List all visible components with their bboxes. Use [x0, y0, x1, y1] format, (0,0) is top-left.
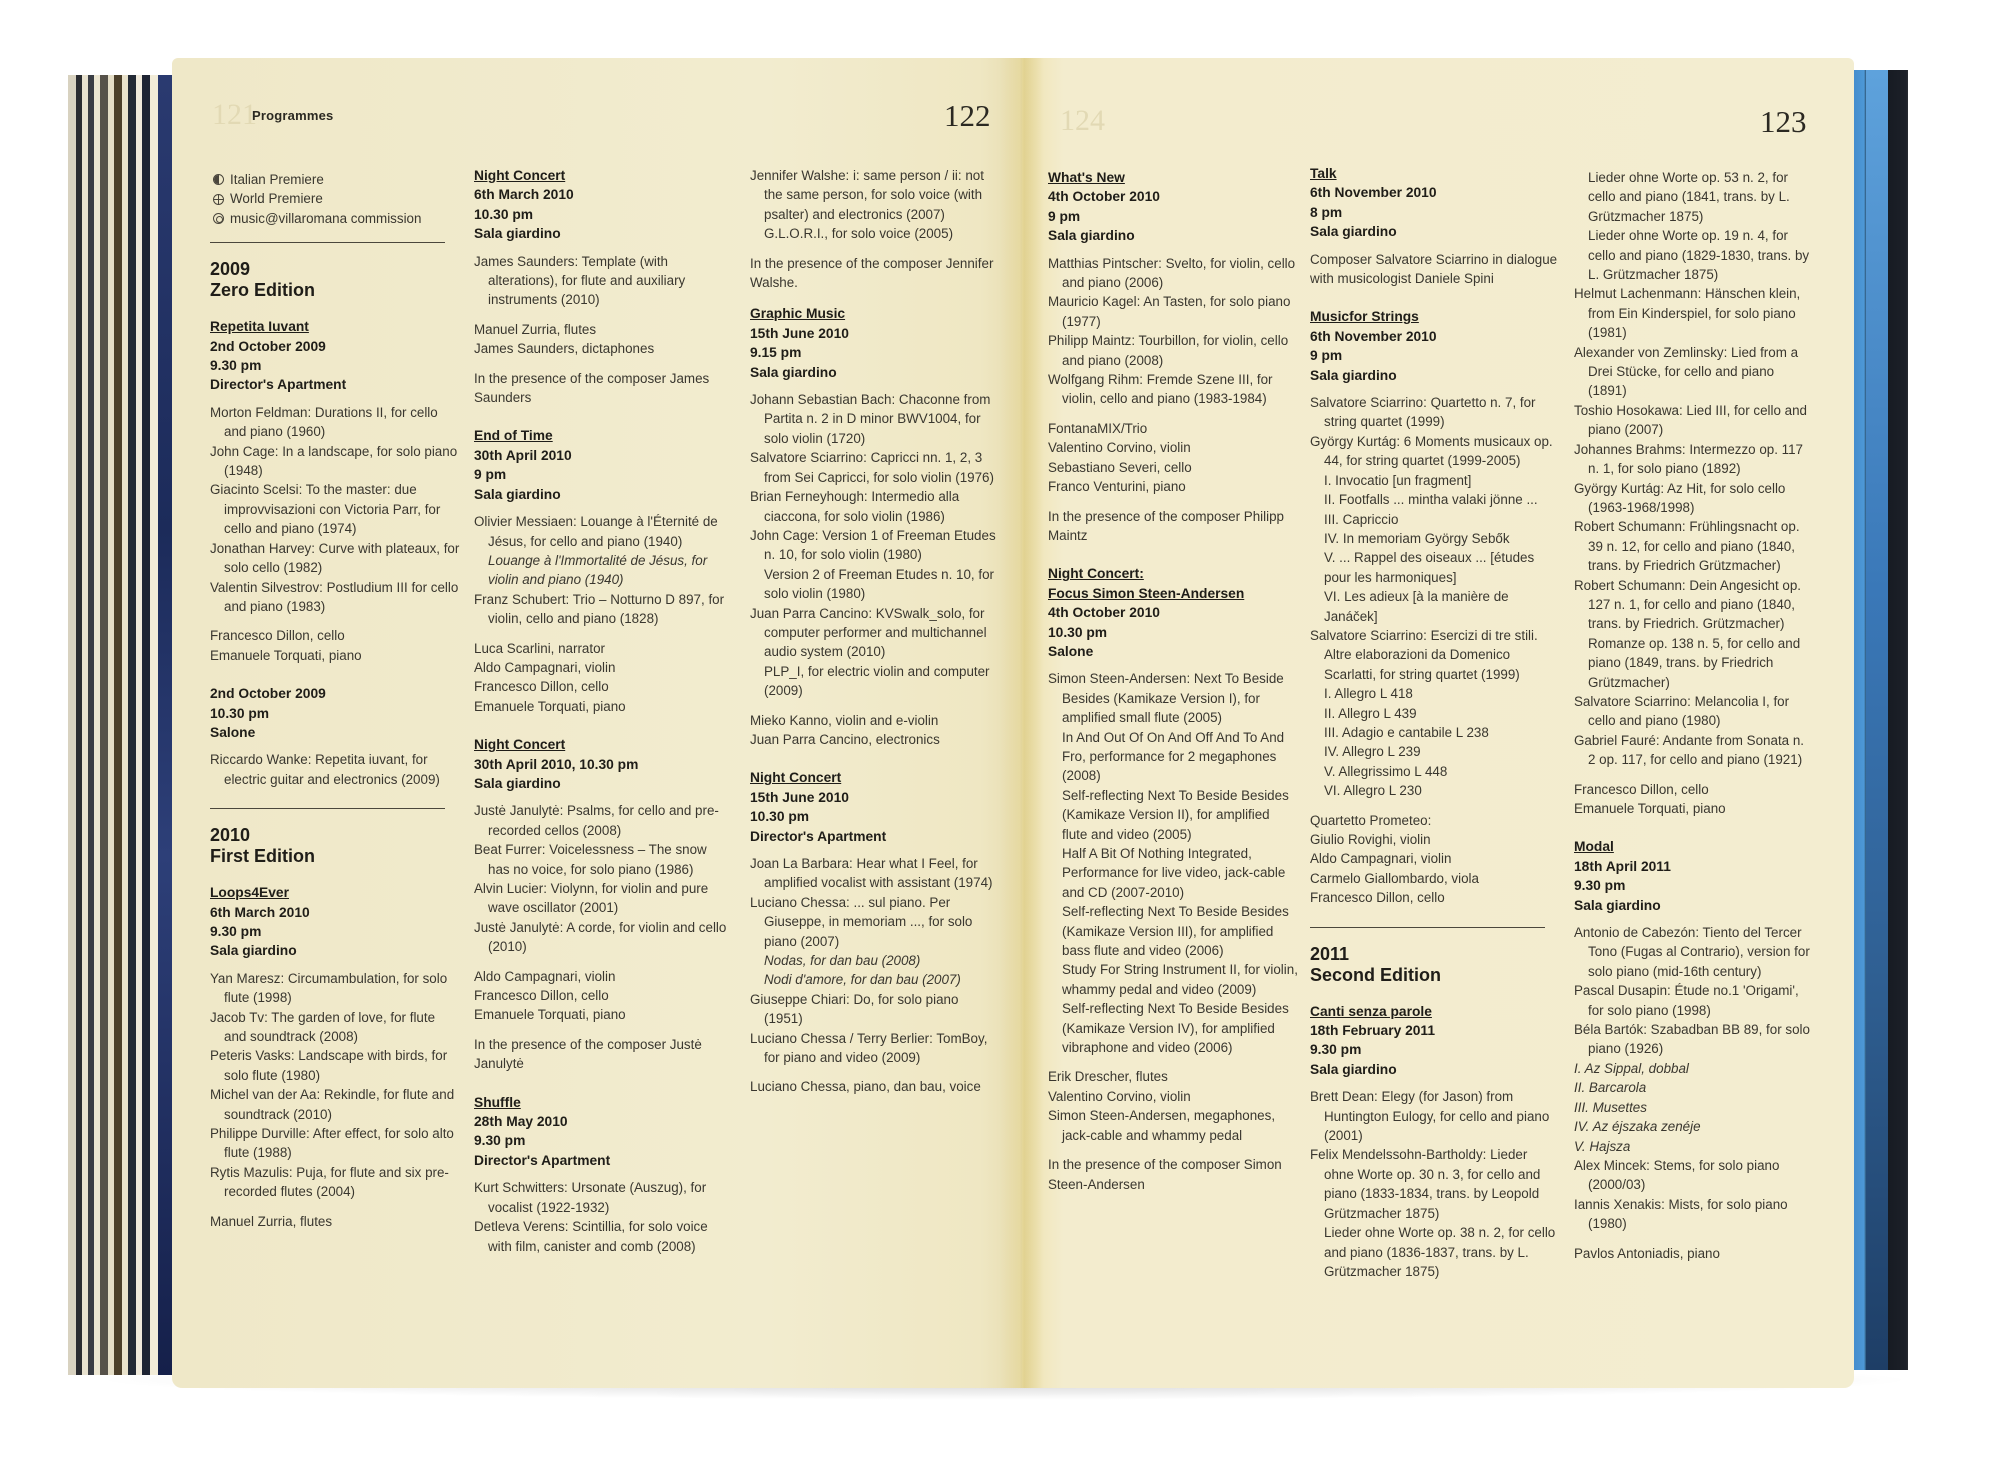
performer: Aldo Campagnari, violin — [1310, 851, 1452, 867]
legend-label: World Premiere — [230, 191, 323, 207]
work: Brett Dean: Elegy (for Jason) from Huntington Eulogy, for cello and piano (2001) — [1310, 1089, 1550, 1144]
event-title: Night Concert: — [1048, 566, 1144, 582]
event-continued — [750, 166, 998, 292]
performer: Simon Steen-Andersen, megaphones, jack-cable and whammy pedal — [1048, 1108, 1276, 1143]
work: James Saunders: Template (with alterations), for flute and auxiliary instruments (2010) — [474, 253, 686, 308]
event — [750, 304, 998, 749]
event — [474, 426, 729, 716]
work: Johannes Brahms: Intermezzo op. 117 n. 1, for solo piano (1892) — [1574, 441, 1804, 477]
performer: Carmelo Giallombardo, viola — [1310, 870, 1479, 886]
performer: Giulio Rovighi, violin — [1310, 832, 1431, 847]
work: Self-reflecting Next To Beside Besides (Kamikaze Version III), for amplified bass flute and video (2006) — [1062, 904, 1289, 959]
event-venue: Director's Apartment — [750, 828, 887, 844]
event-continued — [1574, 168, 1814, 818]
performer: Erik Drescher, flutes — [1048, 1069, 1168, 1085]
event-time: 9.30 pm — [210, 923, 262, 939]
work: Beat Furrer: Voicelessness – The snow has no voice, for solo piano (1986) — [474, 842, 707, 877]
edition-name: Zero Edition — [210, 280, 315, 301]
event-date: 6th November 2010 — [1310, 185, 1437, 201]
work: Justė Janulytė: A corde, for violin and cello (2010) — [474, 919, 727, 955]
work: PLP_I, for electric violin and computer (2009) — [764, 663, 990, 699]
event-date: 4th October 2010 — [1048, 605, 1160, 621]
work: Romanze op. 138 n. 5, for cello and piano (1849, trans. by Friedrich Grützmacher) — [1588, 635, 1801, 690]
legend-label: music@villaromana commission — [230, 210, 422, 226]
event — [1048, 168, 1298, 545]
work: Salvatore Sciarrino: Esercizi di tre stili. Altre elaborazioni da Domenico Scarlatti, for string quartet (1999) — [1310, 627, 1538, 682]
half-circle-icon — [213, 174, 224, 185]
work: Philipp Maintz: Tourbillon, for violin, cello and piano (2008) — [1048, 333, 1289, 368]
talk-description: Composer Salvatore Sciarrino in dialogue with musicologist Daniele Spini — [1310, 251, 1558, 287]
event-venue: Director's Apartment — [474, 1152, 611, 1168]
movement: II. Barcarola — [1574, 1080, 1647, 1096]
composer-presence: In the presence of the composer Simon Steen-Andersen — [1048, 1157, 1282, 1192]
left-page — [172, 58, 1022, 1388]
performer: Francesco Dillon, cello — [1574, 781, 1709, 797]
composer-presence: In the presence of the composer Justė Janulytė — [474, 1036, 702, 1072]
event-title: Shuffle — [474, 1094, 521, 1110]
performer: Emanuele Torquati, piano — [474, 698, 626, 714]
performer: FontanaMIX/Trio — [1048, 420, 1148, 436]
work: Salvatore Sciarrino: Quartetto n. 7, for string quartet (1999) — [1310, 395, 1536, 430]
event-venue: Sala giardino — [474, 775, 561, 791]
event — [210, 883, 460, 1231]
work: Pascal Dusapin: Étude no.1 'Origami', for solo piano (1998) — [1574, 983, 1799, 1018]
work: Antonio de Cabezón: Tiento del Tercer Tono (Fugas al Contrario), version for solo piano (mid-16th century) — [1574, 925, 1810, 979]
work: Béla Bartók: Szabadban BB 89, for solo piano (1926) — [1574, 1022, 1810, 1057]
performer: Juan Parra Cancino, electronics — [750, 731, 940, 747]
event-venue: Sala giardino — [474, 226, 561, 242]
event-venue: Sala giardino — [474, 486, 561, 502]
composer-presence: In the presence of the composer James Saunders — [474, 370, 710, 406]
movement: III. Musettes — [1574, 1099, 1647, 1115]
work: Alex Mincek: Stems, for solo piano (2000/03) — [1574, 1157, 1780, 1193]
performer: Emanuele Torquati, piano — [210, 647, 362, 663]
work: Study For String Instrument II, for violin, whammy pedal and video (2009) — [1062, 962, 1298, 997]
event — [1310, 164, 1558, 288]
movement: II. Allegro L 439 — [1324, 705, 1417, 721]
work: Riccardo Wanke: Repetita iuvant, for electric guitar and electronics (2009) — [210, 752, 440, 787]
work: Johann Sebastian Bach: Chaconne from Partita n. 2 in D minor BWV1004, for solo violin (1720) — [750, 392, 991, 446]
work: Jonathan Harvey: Curve with plateaux, for solo cello (1982) — [210, 540, 460, 576]
event-title: Night Concert — [474, 168, 566, 183]
event-venue: Sala giardino — [1310, 224, 1397, 240]
event-venue: Sala giardino — [1310, 1061, 1397, 1077]
performer: Emanuele Torquati, piano — [1574, 801, 1726, 816]
work: Valentin Silvestrov: Postludium III for cello and piano (1983) — [210, 579, 459, 614]
event-title: Focus Simon Steen-Andersen — [1048, 585, 1245, 601]
show-through-folio: 121 — [212, 98, 257, 131]
event-venue: Sala giardino — [1574, 897, 1661, 913]
event-time: 9.30 pm — [210, 358, 262, 374]
event-title: What's New — [1048, 170, 1125, 185]
divider — [210, 808, 445, 809]
event-time: 10.30 pm — [474, 206, 534, 222]
legend-item — [210, 170, 460, 189]
event-time: 8 pm — [1310, 204, 1343, 220]
performer: Luca Scarlini, narrator — [474, 640, 605, 656]
movement: IV. In memoriam György Sebők — [1324, 530, 1510, 546]
work: Morton Feldman: Durations II, for cello and piano (1960) — [210, 404, 438, 440]
event-date: 6th March 2010 — [210, 904, 310, 920]
event-date: 28th May 2010 — [474, 1114, 568, 1130]
work: Philippe Durville: After effect, for solo alto flute (1988) — [210, 1126, 454, 1161]
work: Jacob Tv: The garden of love, for flute and soundtrack (2008) — [210, 1009, 436, 1044]
work: Matthias Pintscher: Svelto, for violin, cello and piano (2006) — [1048, 255, 1296, 291]
work: Kurt Schwitters: Ursonate (Auszug), for vocalist (1922-1932) — [474, 1180, 707, 1215]
work: John Cage: Version 1 of Freeman Etudes n. 10, for solo violin (1980) — [750, 527, 996, 563]
performer: Francesco Dillon, cello — [210, 628, 345, 644]
composer-presence: In the presence of the composer Jennifer Walshe. — [750, 255, 994, 291]
event-time: 9.30 pm — [1574, 878, 1626, 894]
event-venue: Salone — [1048, 643, 1094, 659]
edition-year: 2010 — [210, 825, 251, 846]
movement: VI. Les adieux [à la manière de Janáček] — [1324, 589, 1509, 624]
work: Robert Schumann: Frühlingsnacht op. 39 n. 12, for cello and piano (1840, trans. by Friedrich Grützmacher) — [1574, 519, 1800, 574]
work: Yan Maresz: Circumambulation, for solo flute (1998) — [210, 970, 448, 1006]
work: Mauricio Kagel: An Tasten, for solo piano (1977) — [1048, 294, 1291, 329]
event-time: 9 pm — [474, 467, 507, 483]
work: Self-reflecting Next To Beside Besides (Kamikaze Version II), for amplified flute and video (2005) — [1062, 787, 1289, 842]
performer: Aldo Campagnari, violin — [474, 968, 616, 984]
left-column-3 — [750, 166, 998, 1116]
event-time: 9 pm — [1048, 208, 1081, 224]
event — [210, 684, 460, 789]
event-date: 4th October 2010 — [1048, 189, 1160, 205]
legend-item — [210, 209, 460, 228]
right-page — [1022, 58, 1854, 1388]
performer: Luciano Chessa, piano, dan bau, voice — [750, 1079, 981, 1095]
page-number-left: 122 — [944, 98, 991, 133]
work: Half A Bit Of Nothing Integrated, Performance for live video, jack-cable and CD (2007-2010) — [1062, 846, 1286, 900]
work: György Kurtág: Az Hit, for solo cello (1963-1968/1998) — [1574, 480, 1786, 515]
work: Felix Mendelssohn-Bartholdy: Lieder ohne Worte op. 30 n. 3, for cello and piano (1833-1834, trans. by Leopold Grützmacher 1875) — [1310, 1147, 1541, 1221]
work: Robert Schumann: Dein Angesicht op. 127 n. 1, for cello and piano (1840, trans. by Friedrich. Grützmacher) — [1574, 577, 1802, 632]
movement: V. Hajsza — [1574, 1138, 1631, 1154]
event-time: 10.30 pm — [210, 705, 270, 721]
legend-label: Italian Premiere — [230, 172, 324, 187]
edition-year: 2009 — [210, 259, 251, 280]
performer: Pavlos Antoniadis, piano — [1574, 1245, 1720, 1261]
work: Self-reflecting Next To Beside Besides (Kamikaze Version IV), for amplified vibraphone and video (2006) — [1062, 1001, 1289, 1056]
event — [210, 317, 460, 665]
event-date: 2nd October 2009 — [210, 338, 326, 354]
edition-name: Second Edition — [1310, 964, 1442, 985]
composer-presence: In the presence of the composer Philipp Maintz — [1048, 508, 1284, 543]
event-title: Repetita Iuvant — [210, 319, 309, 335]
work: Luciano Chessa / Terry Berlier: TomBoy, for piano and video (2009) — [750, 1030, 988, 1066]
work: György Kurtág: 6 Moments musicaux op. 44, for string quartet (1999-2005) — [1310, 433, 1553, 469]
edition-name: First Edition — [210, 846, 315, 867]
work: Rytis Mazulis: Puja, for flute and six pre-recorded flutes (2004) — [210, 1164, 449, 1200]
movement: III. Capriccio — [1324, 511, 1399, 527]
movement: V. Allegrissimo L 448 — [1324, 763, 1448, 779]
event-time: 9.30 pm — [474, 1133, 526, 1149]
event — [1310, 1002, 1558, 1282]
event-title: Night Concert — [474, 737, 566, 753]
movement: VI. Allegro L 230 — [1324, 783, 1422, 799]
work: Juan Parra Cancino: KVSwalk_solo, for computer performer and multichannel audio system (2010) — [750, 605, 987, 660]
movement: IV. Az éjszaka zenéje — [1574, 1119, 1701, 1135]
event — [750, 768, 998, 1097]
work: Helmut Lachenmann: Hänschen klein, from Ein Kinderspiel, for solo piano (1981) — [1574, 286, 1801, 341]
work: Detleva Verens: Scintillia, for solo voice with film, canister and comb (2008) — [474, 1219, 708, 1254]
work: Wolfgang Rihm: Fremde Szene III, for violin, cello and piano (1983-1984) — [1048, 372, 1273, 407]
performer: Emanuele Torquati, piano — [474, 1007, 626, 1023]
left-column-2 — [474, 166, 729, 1275]
right-column-1 — [1048, 168, 1298, 1213]
work: Peteris Vasks: Landscape with birds, for solo flute (1980) — [210, 1048, 448, 1083]
event-time: 9 pm — [1310, 348, 1343, 364]
work: Iannis Xenakis: Mists, for solo piano (1980) — [1574, 1196, 1788, 1232]
event-title: Musicfor Strings — [1310, 309, 1419, 325]
movement: V. ... Rappel des oiseaux ... [études pour les harmoniques] — [1324, 550, 1535, 585]
performer: Aldo Campagnari, violin — [474, 659, 616, 675]
work: Giacinto Scelsi: To the master: due improvvisazioni con Victoria Parr, for cello and piano (1974) — [210, 482, 441, 537]
work: Nodas, for dan bau (2008) — [764, 953, 921, 969]
event — [1574, 837, 1814, 1263]
event-title: Modal — [1574, 839, 1614, 855]
event-venue: Sala giardino — [1048, 228, 1135, 244]
work: Jennifer Walshe: i: same person / ii: not the same person, for solo voice (with psalter) and electronics (2007) — [750, 168, 984, 222]
event-venue: Sala giardino — [750, 364, 837, 380]
event-date: 30th April 2010 — [474, 447, 572, 463]
work: Luciano Chessa: ... sul piano. Per Giuseppe, in memoriam ..., for solo piano (2007) — [750, 894, 973, 949]
work: In And Out Of On And Off And To And Fro, performance for 2 megaphones (2008) — [1062, 729, 1285, 784]
performer: Manuel Zurria, flutes — [474, 321, 597, 337]
event-venue: Sala giardino — [210, 943, 297, 959]
event-time: 10.30 pm — [750, 809, 810, 825]
performer: Mieko Kanno, violin and e-violin — [750, 712, 939, 728]
page-stack-left — [68, 75, 180, 1375]
performer: Franco Venturini, piano — [1048, 479, 1186, 495]
running-head: Programmes — [252, 108, 334, 123]
event — [474, 735, 729, 1074]
work: Joan La Barbara: Hear what I Feel, for amplified vocalist with assistant (1974) — [750, 856, 993, 891]
event-title: Talk — [1310, 166, 1337, 181]
performer: Francesco Dillon, cello — [474, 988, 609, 1004]
globe-icon — [213, 194, 224, 205]
work: Simon Steen-Andersen: Next To Beside Besides (Kamikaze Version I), for amplified small flute (2005) — [1048, 671, 1284, 726]
movement: I. Allegro L 418 — [1324, 686, 1413, 702]
performer: James Saunders, dictaphones — [474, 341, 655, 357]
work: John Cage: In a landscape, for solo piano (1948) — [210, 443, 458, 479]
work: Brian Ferneyhough: Intermedio alla ciaccona, for solo violin (1986) — [750, 489, 960, 524]
event-date: 6th March 2010 — [474, 187, 574, 203]
performer: Sebastiano Severi, cello — [1048, 459, 1192, 475]
event-title: Night Concert — [750, 770, 842, 786]
work: G.L.O.R.I., for solo voice (2005) — [764, 226, 954, 242]
event-date: 18th February 2011 — [1310, 1023, 1436, 1039]
work: Giuseppe Chiari: Do, for solo piano (1951) — [750, 991, 959, 1027]
performer: Quartetto Prometeo: — [1310, 812, 1432, 828]
work: Alexander von Zemlinsky: Lied from a Drei Stücke, for cello and piano (1891) — [1574, 344, 1799, 399]
work: Lieder ohne Worte op. 53 n. 2, for cello and piano (1841, trans. by L. Grützmacher 1875) — [1588, 170, 1790, 224]
event-title: Graphic Music — [750, 306, 846, 322]
work: Nodi d'amore, for dan bau (2007) — [764, 972, 961, 988]
event — [474, 1093, 729, 1256]
event-time: 10.30 pm — [1048, 624, 1108, 640]
movement: II. Footfalls ... mintha valaki jönne ... — [1324, 492, 1538, 508]
work: Version 2 of Freeman Etudes n. 10, for solo violin (1980) — [764, 566, 995, 602]
page-edge-right — [1848, 70, 1908, 1370]
work: Lieder ohne Worte op. 19 n. 4, for cello and piano (1829-1830, trans. by L. Grützmacher 1875) — [1588, 228, 1810, 283]
work: Salvatore Sciarrino: Melancolia I, for cello and piano (1980) — [1574, 693, 1790, 729]
event-date: 18th April 2011 — [1574, 858, 1671, 874]
performer: Valentino Corvino, violin — [1048, 1088, 1191, 1104]
divider — [1310, 927, 1545, 928]
divider — [210, 242, 445, 243]
work: Salvatore Sciarrino: Capricci nn. 1, 2, 3 from Sei Capricci, for solo violin (1976) — [750, 450, 994, 485]
performer: Francesco Dillon, cello — [1310, 890, 1445, 906]
event — [1048, 564, 1298, 1194]
event-time: 9.15 pm — [750, 345, 802, 361]
movement: I. Az Sippal, dobbal — [1574, 1060, 1689, 1076]
edition-year: 2011 — [1310, 943, 1350, 964]
right-column-3 — [1574, 168, 1814, 1282]
right-column-2 — [1310, 164, 1558, 1300]
left-column-1 — [210, 170, 460, 1250]
work: Alvin Lucier: Violynn, for violin and pure wave oscillator (2001) — [474, 881, 709, 916]
event-date: 15th June 2010 — [750, 325, 849, 341]
performer: Francesco Dillon, cello — [474, 679, 609, 695]
work: Franz Schubert: Trio – Notturno D 897, for violin, cello and piano (1828) — [474, 591, 725, 627]
work: Michel van der Aa: Rekindle, for flute and soundtrack (2010) — [210, 1087, 455, 1122]
event-time: 9.30 pm — [1310, 1042, 1362, 1058]
performer: Manuel Zurria, flutes — [210, 1213, 333, 1229]
work: Lieder ohne Worte op. 38 n. 2, for cello and piano (1836-1837, trans. by L. Grützmacher 1875) — [1324, 1225, 1556, 1279]
event-title: Loops4Ever — [210, 885, 289, 901]
event-date: 6th November 2010 — [1310, 328, 1437, 344]
legend-item — [210, 189, 460, 208]
event-venue: Director's Apartment — [210, 377, 347, 393]
event-venue: Sala giardino — [1310, 367, 1397, 383]
event — [1310, 307, 1558, 907]
work: Olivier Messiaen: Louange à l'Éternité de Jésus, for cello and piano (1940) — [474, 514, 718, 549]
page-number-right: 123 — [1760, 104, 1807, 139]
work: Gabriel Fauré: Andante from Sonata n. 2 op. 117, for cello and piano (1921) — [1574, 732, 1805, 768]
event-date: 30th April 2010, 10.30 pm — [474, 756, 639, 772]
work: Toshio Hosokawa: Lied III, for cello and piano (2007) — [1574, 402, 1807, 438]
performer: Valentino Corvino, violin — [1048, 440, 1191, 456]
legend — [210, 170, 460, 228]
commission-icon — [213, 213, 224, 224]
work: Louange à l'Immortalité de Jésus, for violin and piano (1940) — [488, 552, 708, 588]
event-venue: Salone — [210, 724, 256, 740]
event — [474, 166, 729, 407]
movement: III. Adagio e cantabile L 238 — [1324, 724, 1489, 740]
event-date: 15th June 2010 — [750, 789, 849, 805]
work: Justė Janulytė: Psalms, for cello and pre-recorded cellos (2008) — [474, 803, 719, 838]
movement: IV. Allegro L 239 — [1324, 744, 1421, 760]
event-date: 2nd October 2009 — [210, 686, 326, 702]
event-title: Canti senza parole — [1310, 1003, 1432, 1019]
book-gutter — [1000, 58, 1044, 1388]
movement: I. Invocatio [un fragment] — [1324, 472, 1472, 488]
show-through-folio: 124 — [1060, 104, 1105, 137]
event-title: End of Time — [474, 428, 553, 444]
